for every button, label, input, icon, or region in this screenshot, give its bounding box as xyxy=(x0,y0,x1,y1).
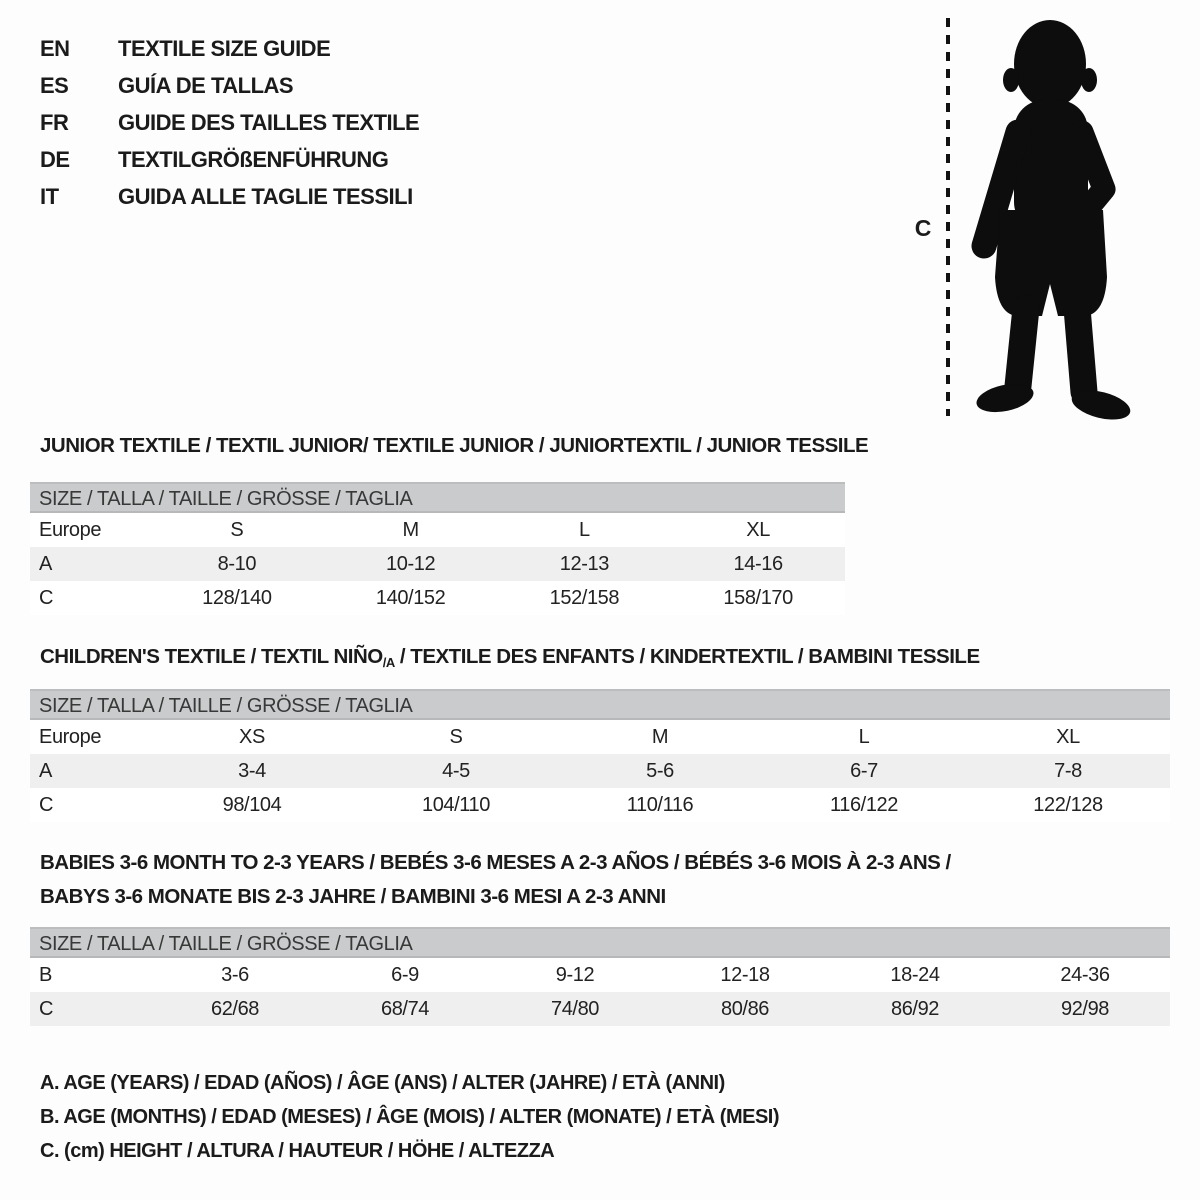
children-size-table xyxy=(30,689,1170,822)
children-section-title xyxy=(40,645,980,670)
legend-line-c: C. (cm) HEIGHT / ALTURA / HAUTEUR / HÖHE / ALTEZZA xyxy=(40,1140,555,1162)
cell: 5-6 xyxy=(646,759,674,782)
cell: 9-12 xyxy=(555,963,595,986)
cell: 4-5 xyxy=(442,759,470,782)
cell: 128/140 xyxy=(202,586,272,609)
language-row-de xyxy=(40,141,419,178)
babies-section-title xyxy=(40,846,951,914)
cell: 98/104 xyxy=(222,793,282,816)
cell: S xyxy=(230,518,244,541)
row-label: B xyxy=(39,963,52,986)
cell: L xyxy=(858,725,870,748)
table-row-europe xyxy=(30,720,1170,754)
cell: 3-4 xyxy=(238,759,266,782)
cell: 68/74 xyxy=(380,997,430,1020)
cell: 152/158 xyxy=(549,586,620,609)
cell: XS xyxy=(239,725,265,748)
guide-title-de: TEXTILGRÖßENFÜHRUNG xyxy=(118,146,389,172)
table-row-height xyxy=(30,581,845,615)
legend-line-b: B. AGE (MONTHS) / EDAD (MESES) / ÂGE (MOIS) / ALTER (MONATE) / ETÀ (MESI) xyxy=(40,1106,780,1128)
height-measure-label: C xyxy=(914,215,932,241)
cell: M xyxy=(651,725,669,748)
cell: 24-36 xyxy=(1060,963,1110,986)
cell: 86/92 xyxy=(890,997,940,1020)
cell: 12-13 xyxy=(559,552,609,575)
size-header-label: SIZE / TALLA / TAILLE / GRÖSSE / TAGLIA xyxy=(39,933,413,955)
guide-title-es: GUÍA DE TALLAS xyxy=(118,72,294,98)
language-row-es xyxy=(40,67,419,104)
babies-size-table xyxy=(30,927,1170,1026)
guide-title-it: GUIDA ALLE TAGLIE TESSILI xyxy=(118,183,413,209)
cell: 6-7 xyxy=(850,759,878,782)
cell: M xyxy=(402,518,419,541)
guide-title-en: TEXTILE SIZE GUIDE xyxy=(118,35,331,61)
language-code: EN xyxy=(40,35,70,61)
legend xyxy=(40,1066,779,1168)
table-row-age xyxy=(30,754,1170,788)
babies-title-line2: BABYS 3-6 MONATE BIS 2-3 JAHRE / BAMBINI 3-6 MESI A 2-3 ANNI xyxy=(40,885,666,908)
cell: 10-12 xyxy=(386,552,436,575)
cell: 14-16 xyxy=(733,552,783,575)
cell: 6-9 xyxy=(391,963,419,986)
language-code: DE xyxy=(40,146,70,172)
children-title-suffix: / TEXTILE DES ENFANTS / KINDERTEXTIL / BAMBINI TESSILE xyxy=(394,645,980,668)
row-label: A xyxy=(39,759,52,782)
language-row-en xyxy=(40,30,419,67)
cell: XL xyxy=(746,518,770,541)
height-dashed-line xyxy=(946,18,950,416)
cell: XL xyxy=(1056,725,1080,748)
babies-title-line1: BABIES 3-6 MONTH TO 2-3 YEARS / BEBÉS 3-6 MESES A 2-3 AÑOS / BÉBÉS 3-6 MOIS À 2-3 ANS / xyxy=(40,851,951,874)
size-header-label: SIZE / TALLA / TAILLE / GRÖSSE / TAGLIA xyxy=(39,488,413,510)
cell: S xyxy=(449,725,463,748)
table-row-months xyxy=(30,958,1170,992)
cell: 158/170 xyxy=(723,586,793,609)
row-label: Europe xyxy=(39,518,102,541)
row-label: C xyxy=(39,793,54,816)
cell: 7-8 xyxy=(1054,759,1082,782)
language-row-it xyxy=(40,178,419,215)
cell: 104/110 xyxy=(421,793,490,816)
cell: 74/80 xyxy=(550,997,600,1020)
size-header-bar xyxy=(30,689,1170,720)
cell: L xyxy=(579,518,590,541)
table-row-height xyxy=(30,992,1170,1026)
language-code: ES xyxy=(40,72,69,98)
legend-line-a: A. AGE (YEARS) / EDAD (AÑOS) / ÂGE (ANS) / ALTER (JAHRE) / ETÀ (ANNI) xyxy=(40,1072,725,1094)
language-code: FR xyxy=(40,109,69,135)
cell: 80/86 xyxy=(720,997,770,1020)
cell: 3-6 xyxy=(221,963,249,986)
cell: 122/128 xyxy=(1033,793,1103,816)
row-label: Europe xyxy=(39,725,102,748)
children-title-prefix: CHILDREN'S TEXTILE / TEXTIL NIÑO xyxy=(40,645,383,668)
size-header-label: SIZE / TALLA / TAILLE / GRÖSSE / TAGLIA xyxy=(39,695,413,717)
junior-size-table xyxy=(30,482,845,615)
cell: 12-18 xyxy=(720,963,770,986)
row-label: C xyxy=(39,586,54,609)
cell: 92/98 xyxy=(1060,997,1110,1020)
size-header-bar xyxy=(30,927,1170,958)
cell: 110/116 xyxy=(626,793,694,816)
junior-section-title: JUNIOR TEXTILE / TEXTIL JUNIOR/ TEXTILE JUNIOR / JUNIORTEXTIL / JUNIOR TESSILE xyxy=(40,434,869,457)
guide-title-fr: GUIDE DES TAILLES TEXTILE xyxy=(118,109,420,135)
row-label: A xyxy=(39,552,52,575)
cell: 62/68 xyxy=(210,997,260,1020)
cell: 140/152 xyxy=(375,586,446,609)
row-label: C xyxy=(39,997,54,1020)
cell: 116/122 xyxy=(829,793,898,816)
toddler-silhouette-icon xyxy=(958,14,1144,420)
language-code: IT xyxy=(40,183,59,209)
size-header-bar xyxy=(30,482,845,513)
table-row-europe xyxy=(30,513,845,547)
language-row-fr xyxy=(40,104,419,141)
cell: 8-10 xyxy=(217,552,257,575)
table-row-age xyxy=(30,547,845,581)
table-row-height xyxy=(30,788,1170,822)
children-title-sub: /A xyxy=(382,655,395,670)
language-list xyxy=(40,30,419,215)
cell: 18-24 xyxy=(890,963,940,986)
